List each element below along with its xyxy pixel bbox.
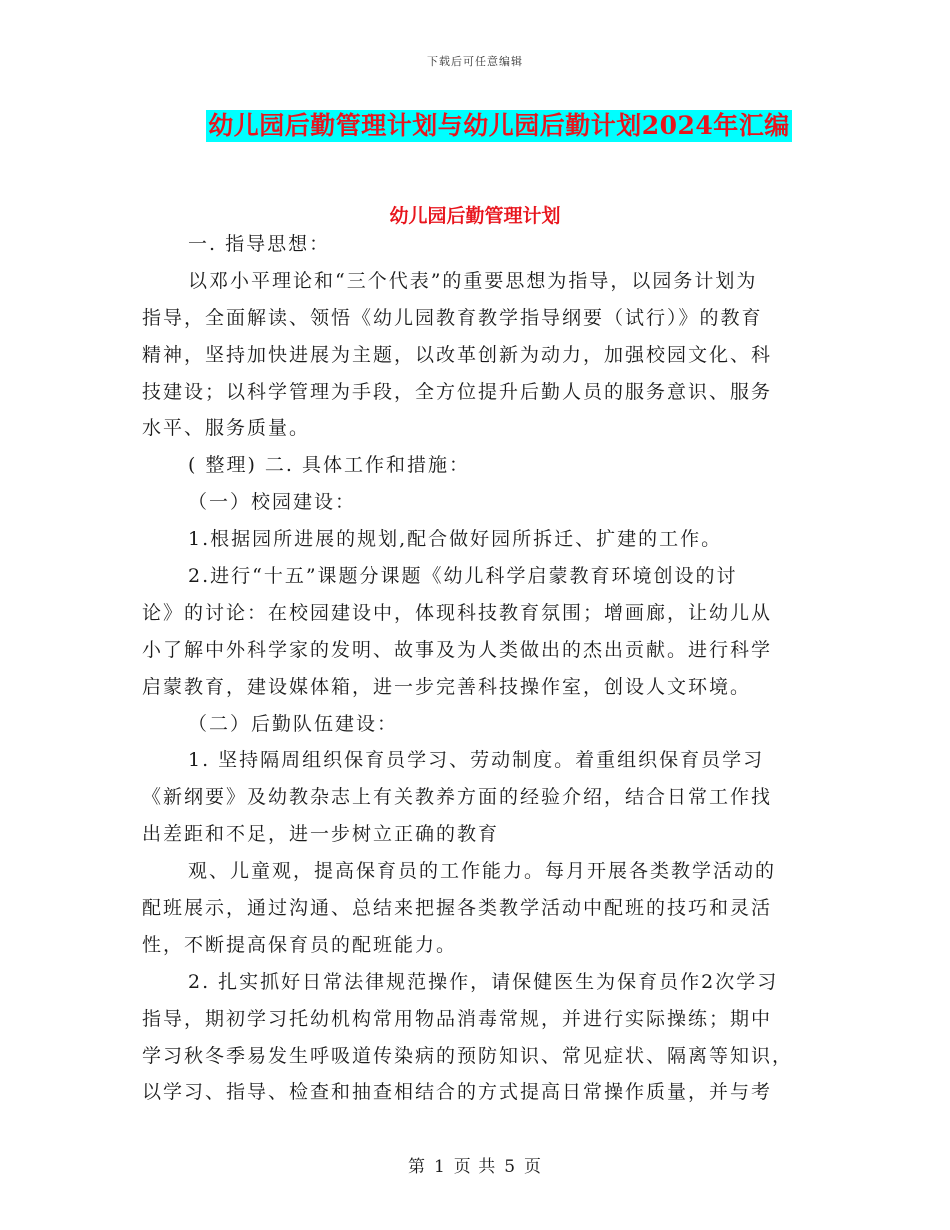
- body-line: 小了解中外科学家的发明、故事及为人类做出的杰出贡献。进行科学: [142, 638, 773, 661]
- body-line: 指导，全面解读、领悟《幼儿园教育教学指导纲要（试行）》的教育: [142, 306, 763, 329]
- body-line: 指导，期初学习托幼机构常用物品消毒常规，并进行实际操练；期中: [142, 1007, 773, 1030]
- body-line: 一. 指导思想：: [188, 233, 331, 255]
- footer-suffix: 页: [524, 1157, 543, 1177]
- body-line: （一）校园建设：: [188, 491, 357, 514]
- document-title: 幼儿园后勤管理计划与幼儿园后勤计划2024年汇编: [208, 111, 790, 140]
- body-line: 配班展示，通过沟通、总结来把握各类教学活动中配班的技巧和灵活: [142, 897, 773, 920]
- body-line: 学习秋冬季易发生呼吸道传染病的预防知识、常见症状、隔离等知识，: [142, 1044, 794, 1067]
- body-line: 水平、服务质量。: [142, 417, 311, 440]
- body-line: （二）后勤队伍建设：: [188, 712, 399, 735]
- body-line: ( 整理) 二. 具体工作和措施：: [188, 454, 470, 477]
- document-title-container: [0, 110, 950, 142]
- body-line: 以邓小平理论和“三个代表”的重要思想为指导，以园务计划为: [188, 269, 758, 292]
- page-header-note: 下载后可任意编辑: [427, 55, 523, 68]
- body-line: 2. 扎实抓好日常法律规范操作，请保健医生为保育员作2次学习: [188, 970, 779, 993]
- footer-middle: 页 共: [453, 1157, 497, 1177]
- body-line: 以学习、指导、检查和抽查相结合的方式提高日常操作质量，并与考: [142, 1081, 773, 1104]
- body-line: 观、儿童观，提高保育员的工作能力。每月开展各类教学活动的: [188, 860, 777, 883]
- footer-total-pages: 5: [504, 1157, 517, 1177]
- body-line: 精神，坚持加快进展为主题，以改革创新为动力，加强校园文化、科: [142, 343, 773, 366]
- section-title: 幼儿园后勤管理计划: [389, 205, 561, 227]
- document-body: [142, 226, 802, 1111]
- body-line: 出差距和不足，进一步树立正确的教育: [142, 823, 500, 846]
- body-line: 论》的讨论：在校园建设中，体现科技教育氛围；增画廊，让幼儿从: [142, 601, 773, 624]
- body-line: 启蒙教育，建设媒体箱，进一步完善科技操作室，创设人文环境。: [142, 675, 752, 698]
- body-line: 技建设；以科学管理为手段，全方位提升后勤人员的服务意识、服务: [142, 380, 773, 403]
- footer-prefix: 第: [407, 1157, 426, 1177]
- body-line: 《新纲要》及幼教杂志上有关教养方面的经验介绍，结合日常工作找: [142, 786, 773, 809]
- body-line: 性，不断提高保育员的配班能力。: [142, 933, 458, 956]
- footer-page-number: 1: [433, 1157, 446, 1177]
- body-line: 2.进行“十五”课题分课题《幼儿科学启蒙教育环境创设的讨: [188, 565, 738, 588]
- body-line: 1.根据园所进展的规划,配合做好园所拆迁、扩建的工作。: [188, 528, 723, 551]
- body-line: 1. 坚持隔周组织保育员学习、劳动制度。着重组织保育员学习: [188, 749, 765, 772]
- page-footer: [0, 1152, 950, 1177]
